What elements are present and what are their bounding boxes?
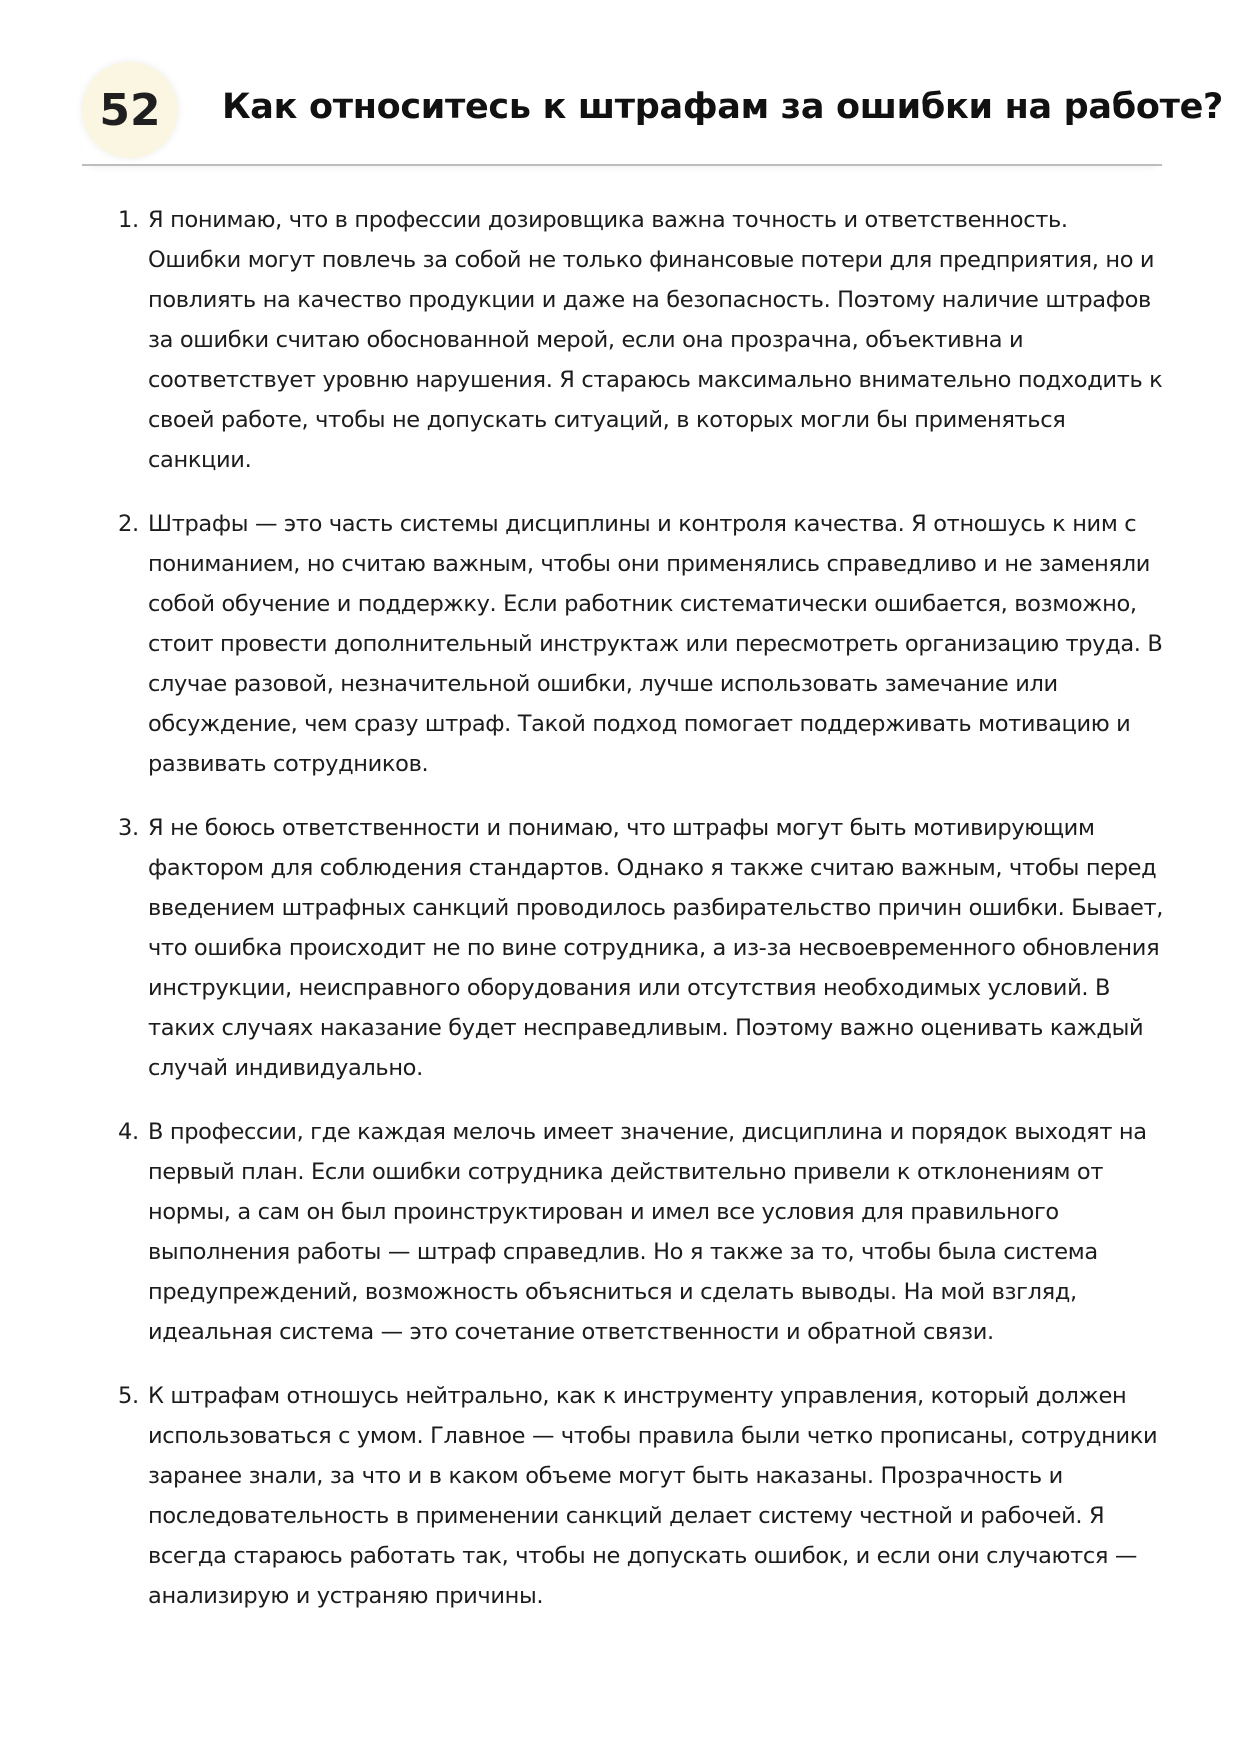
answer-number: 3. [118,815,139,841]
answer-item [82,1376,1164,1616]
answer-number: 1. [118,207,139,233]
answer-item [82,1112,1164,1352]
answer-text: К штрафам отношусь нейтрально, как к инструменту управления, который должен использоваться с умом. Главное — чтобы правила были четко прописаны, сотрудники заранее знали, за что и в каком объеме могут быть наказаны. Прозрачность и последовательность в применении санкций делает систему честной и рабочей. Я всегда стараюсь работать так, чтобы не допускать ошибок, и если они случаются — анализирую и устраняю причины. [148,1383,1158,1609]
answer-number: 2. [118,511,139,537]
answer-item [82,200,1164,480]
question-number-badge: 52 [82,62,178,158]
question-title: Как относитесь к штрафам за ошибки на работе? [222,87,1224,127]
answers-list [82,200,1164,1640]
answer-number: 5. [118,1383,139,1409]
answer-text: Я понимаю, что в профессии дозировщика важна точность и ответственность. Ошибки могут повлечь за собой не только финансовые потери для предприятия, но и повлиять на качество продукции и даже на безопасность. Поэтому наличие штрафов за ошибки считаю обоснованной мерой, если она прозрачна, объективна и соответствует уровню нарушения. Я стараюсь максимально внимательно подходить к своей работе, чтобы не допускать ситуаций, в которых могли бы применяться санкции. [148,207,1163,473]
answer-text: Я не боюсь ответственности и понимаю, что штрафы могут быть мотивирующим фактором для соблюдения стандартов. Однако я также считаю важным, чтобы перед введением штрафных санкций проводилось разбирательство причин ошибки. Бывает, что ошибка происходит не по вине сотрудника, а из-за несвоевременного обновления инструкции, неисправного оборудования или отсутствия необходимых условий. В таких случаях наказание будет несправедливым. Поэтому важно оценивать каждый случай индивидуально. [148,815,1164,1081]
answer-text: В профессии, где каждая мелочь имеет значение, дисциплина и порядок выходят на первый план. Если ошибки сотрудника действительно привели к отклонениям от нормы, а сам он был проинструктирован и имел все условия для правильного выполнения работы — штраф справедлив. Но я также за то, чтобы была система предупреждений, возможность объясниться и сделать выводы. На мой взгляд, идеальная система — это сочетание ответственности и обратной связи. [148,1119,1147,1345]
answer-number: 4. [118,1119,139,1145]
question-header [82,52,1224,166]
answer-text: Штрафы — это часть системы дисциплины и контроля качества. Я отношусь к ним с пониманием, но считаю важным, чтобы они применялись справедливо и не заменяли собой обучение и поддержку. Если работник систематически ошибается, возможно, стоит провести дополнительный инструктаж или пересмотреть организацию труда. В случае разовой, незначительной ошибки, лучше использовать замечание или обсуждение, чем сразу штраф. Такой подход помогает поддерживать мотивацию и развивать сотрудников. [148,511,1163,777]
answer-item [82,504,1164,784]
answer-item [82,808,1164,1088]
